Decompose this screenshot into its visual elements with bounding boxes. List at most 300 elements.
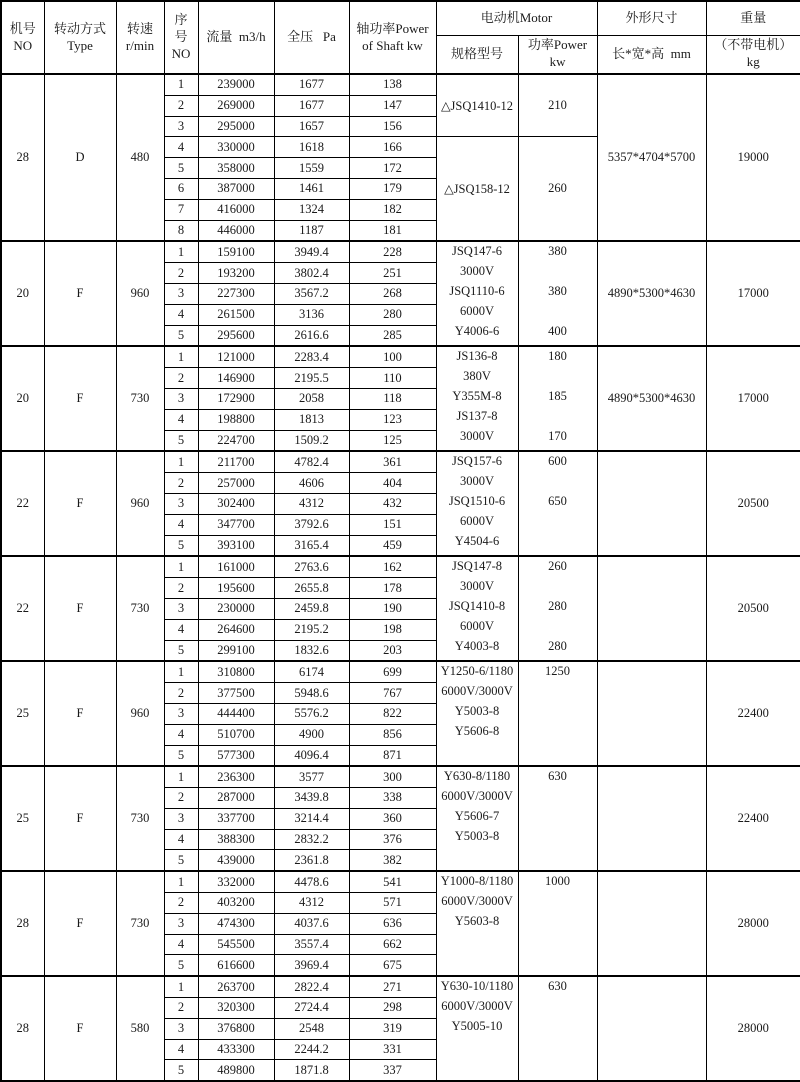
dimensions-cell: 4890*5300*4630 [597,241,706,346]
seq-cell: 4 [164,304,198,325]
pressure-cell: 1559 [274,158,349,179]
table-row [1,976,800,997]
shaft-power-cell: 285 [349,325,436,346]
seq-cell: 3 [164,703,198,724]
shaft-power-cell: 636 [349,913,436,934]
cell-line [519,807,597,827]
pressure-cell: 2724.4 [274,998,349,1019]
motor-spec-cell [436,871,518,976]
cell-line: Y4006-6 [454,323,500,338]
cell-line: 3000V [459,428,495,443]
pressure-cell: 3969.4 [274,955,349,976]
speed-cell: 730 [116,346,164,451]
drive-type-cell: D [44,74,116,241]
flow-cell: 198800 [198,409,274,430]
shaft-power-cell: 298 [349,998,436,1019]
flow-cell: 387000 [198,178,274,199]
flow-cell: 616600 [198,955,274,976]
cell-line: 380 [548,283,567,298]
shaft-power-cell: 699 [349,661,436,682]
pressure-cell: 3949.4 [274,241,349,262]
flow-cell: 295000 [198,116,274,137]
seq-cell: 4 [164,829,198,850]
cell-line [519,407,597,427]
header-motor [436,1,597,35]
dimensions-cell [597,556,706,661]
pressure-cell: 1871.8 [274,1060,349,1081]
seq-cell: 5 [164,745,198,766]
shaft-power-cell: 459 [349,535,436,556]
pressure-cell: 3557.4 [274,934,349,955]
cell-line: 3000V [459,579,495,594]
shaft-power-cell: 151 [349,514,436,535]
motor-spec-cell [436,451,518,556]
cell-line [519,532,597,552]
seq-cell: 2 [164,998,198,1019]
pressure-cell: 3214.4 [274,808,349,829]
cell-line: JSQ147-6 [451,244,502,259]
seq-cell: 5 [164,535,198,556]
header-machine-no-cn: 机号 [9,20,36,36]
pressure-cell: 1832.6 [274,640,349,661]
pressure-cell: 2616.6 [274,325,349,346]
shaft-power-cell: 337 [349,1060,436,1081]
header-weight-label: 重量 [740,9,767,25]
motor-spec-cell: △JSQ1410-12 [436,74,518,137]
pressure-cell: 2459.8 [274,598,349,619]
shaft-power-cell: 138 [349,74,436,95]
machine-no-cell: 22 [1,556,44,661]
cell-line: 280 [548,638,567,653]
seq-cell: 2 [164,788,198,809]
seq-cell: 1 [164,871,198,892]
flow-cell: 337700 [198,808,274,829]
cell-line [519,367,597,387]
seq-cell: 2 [164,473,198,494]
flow-cell: 295600 [198,325,274,346]
cell-line [519,302,597,322]
weight-cell: 20500 [706,451,800,556]
weight-cell: 20500 [706,556,800,661]
cell-line [519,472,597,492]
drive-type-cell: F [44,661,116,766]
flow-cell: 446000 [198,220,274,241]
speed-cell: 480 [116,74,164,241]
cell-line [519,577,597,597]
weight-cell: 17000 [706,241,800,346]
cell-line: Y5003-8 [454,703,500,718]
drive-type-cell: F [44,451,116,556]
table-row [1,556,800,577]
flow-cell: 211700 [198,451,274,472]
seq-cell: 7 [164,199,198,220]
flow-cell: 358000 [198,158,274,179]
cell-line: Y5603-8 [454,913,500,928]
cell-line: 6000V [459,513,495,528]
flow-cell: 261500 [198,304,274,325]
header-drive-type-cn: 转动方式 [53,20,106,36]
seq-cell: 5 [164,1060,198,1081]
seq-cell: 2 [164,683,198,704]
pressure-cell: 5948.6 [274,683,349,704]
cell-line: JSQ1110-6 [449,283,505,298]
pressure-cell: 4096.4 [274,745,349,766]
seq-cell: 1 [164,976,198,997]
flow-cell: 416000 [198,199,274,220]
header-motor-power-line1: 功率Power [527,37,588,53]
cell-line: 630 [548,979,567,994]
flow-cell: 403200 [198,893,274,914]
pressure-cell: 5576.2 [274,703,349,724]
pressure-cell: 1461 [274,178,349,199]
header-motor-spec [436,35,518,74]
header-pressure-label: 全压 Pa [287,29,336,45]
header-shaft-power-line2: of Shaft kw [362,37,423,53]
flow-cell: 299100 [198,640,274,661]
header-seq-cn1: 序 [174,12,188,28]
seq-cell: 4 [164,409,198,430]
speed-cell: 730 [116,871,164,976]
cell-line [519,742,597,762]
seq-cell: 3 [164,913,198,934]
shaft-power-cell: 571 [349,893,436,914]
table-row [1,766,800,787]
cell-line: Y5606-8 [454,723,500,738]
cell-line [519,997,597,1017]
seq-cell: 3 [164,388,198,409]
shaft-power-cell: 190 [349,598,436,619]
cell-line: 650 [548,493,567,508]
shaft-power-cell: 856 [349,724,436,745]
drive-type-cell: F [44,346,116,451]
seq-cell: 4 [164,137,198,158]
header-weight-sub-line2: kg [746,54,760,70]
shaft-power-cell: 182 [349,199,436,220]
shaft-power-cell: 268 [349,283,436,304]
shaft-power-cell: 162 [349,556,436,577]
shaft-power-cell: 228 [349,241,436,262]
seq-cell: 4 [164,514,198,535]
dimensions-cell [597,451,706,556]
cell-line: 6000V/3000V [441,894,513,909]
shaft-power-cell: 100 [349,346,436,367]
cell-line [519,617,597,637]
shaft-power-cell: 123 [349,409,436,430]
shaft-power-cell: 675 [349,955,436,976]
seq-cell: 2 [164,893,198,914]
cell-line: JSQ1410-8 [448,598,506,613]
flow-cell: 263700 [198,976,274,997]
seq-cell: 5 [164,158,198,179]
speed-cell: 960 [116,451,164,556]
pressure-cell: 4312 [274,493,349,514]
table-row [1,346,800,367]
cell-line: 1000 [545,874,570,889]
dimensions-cell: 4890*5300*4630 [597,346,706,451]
pressure-cell: 2832.2 [274,829,349,850]
motor-spec-cell [436,661,518,766]
flow-cell: 159100 [198,241,274,262]
header-speed [116,1,164,74]
motor-power-cell: 210 [518,74,597,137]
header-flow-label: 流量 m3/h [206,29,266,45]
cell-line: Y5606-7 [454,808,500,823]
dimensions-cell [597,766,706,871]
flow-cell: 264600 [198,619,274,640]
header-speed-cn: 转速 [126,20,153,36]
cell-line: 380V [463,369,491,384]
motor-power-cell [518,241,597,346]
cell-line [519,702,597,722]
header-pressure [274,1,349,74]
cell-line [519,892,597,912]
header-seq-cn2: 号 [174,29,188,45]
cell-line: 6000V/3000V [441,999,513,1014]
cell-line [519,912,597,932]
machine-no-cell: 28 [1,74,44,241]
seq-cell: 5 [164,640,198,661]
cell-line: JS136-8 [456,349,498,364]
header-dimensions-label: 外形尺寸 [625,9,678,25]
seq-cell: 3 [164,808,198,829]
flow-cell: 489800 [198,1060,274,1081]
pressure-cell: 2822.4 [274,976,349,997]
seq-cell: 1 [164,451,198,472]
machine-no-cell: 25 [1,661,44,766]
cell-line: 280 [548,598,567,613]
pressure-cell: 3792.6 [274,514,349,535]
flow-cell: 347700 [198,514,274,535]
shaft-power-cell: 178 [349,578,436,599]
speed-cell: 960 [116,661,164,766]
motor-power-cell [518,451,597,556]
pressure-cell: 2283.4 [274,346,349,367]
shaft-power-cell: 179 [349,178,436,199]
pressure-cell: 1657 [274,116,349,137]
pressure-cell: 1509.2 [274,430,349,451]
drive-type-cell: F [44,976,116,1081]
dimensions-cell [597,661,706,766]
cell-line: 6000V/3000V [441,789,513,804]
seq-cell: 1 [164,346,198,367]
cell-line: JSQ147-8 [451,559,502,574]
seq-cell: 2 [164,95,198,116]
seq-cell: 2 [164,368,198,389]
motor-spec-cell [436,346,518,451]
pressure-cell: 2548 [274,1018,349,1039]
cell-line [519,1017,597,1037]
cell-line: 6000V [459,618,495,633]
drive-type-cell: F [44,556,116,661]
seq-cell: 1 [164,556,198,577]
seq-cell: 1 [164,766,198,787]
cell-line: 1250 [545,664,570,679]
pressure-cell: 4478.6 [274,871,349,892]
cell-line: 6000V [459,303,495,318]
shaft-power-cell: 271 [349,976,436,997]
flow-cell: 224700 [198,430,274,451]
flow-cell: 439000 [198,850,274,871]
cell-line: Y5003-8 [454,828,500,843]
cell-line: 600 [548,454,567,469]
flow-cell: 227300 [198,283,274,304]
drive-type-cell: F [44,871,116,976]
dimensions-cell [597,871,706,976]
header-dimensions-sub [597,35,706,74]
seq-cell: 3 [164,598,198,619]
flow-cell: 577300 [198,745,274,766]
cell-line [519,932,597,952]
seq-cell: 4 [164,934,198,955]
shaft-power-cell: 432 [349,493,436,514]
dimensions-cell: 5357*4704*5700 [597,74,706,241]
seq-cell: 6 [164,178,198,199]
pressure-cell: 3165.4 [274,535,349,556]
seq-cell: 8 [164,220,198,241]
cell-line [519,262,597,282]
cell-line [519,512,597,532]
header-drive-type [44,1,116,74]
shaft-power-cell: 251 [349,263,436,284]
cell-line: Y630-10/1180 [440,979,514,994]
shaft-power-cell: 280 [349,304,436,325]
pressure-cell: 1324 [274,199,349,220]
machine-no-cell: 20 [1,241,44,346]
pressure-cell: 2763.6 [274,556,349,577]
cell-line: 6000V/3000V [441,684,513,699]
pressure-cell: 3136 [274,304,349,325]
flow-cell: 510700 [198,724,274,745]
shaft-power-cell: 110 [349,368,436,389]
shaft-power-cell: 541 [349,871,436,892]
flow-cell: 545500 [198,934,274,955]
shaft-power-cell: 125 [349,430,436,451]
cell-line [519,787,597,807]
cell-line: Y4003-8 [454,638,500,653]
seq-cell: 3 [164,1018,198,1039]
header-machine-no [1,1,44,74]
shaft-power-cell: 172 [349,158,436,179]
motor-power-cell [518,661,597,766]
header-motor-power-line2: kw [549,54,566,70]
cell-line: 170 [548,428,567,443]
pressure-cell: 1618 [274,137,349,158]
cell-line [437,1037,518,1057]
shaft-power-cell: 300 [349,766,436,787]
cell-line: 180 [548,349,567,364]
pressure-cell: 4606 [274,473,349,494]
cell-line [519,846,597,866]
shaft-power-cell: 382 [349,850,436,871]
seq-cell: 4 [164,1039,198,1060]
weight-cell: 28000 [706,976,800,1081]
cell-line: JSQ1510-6 [448,493,506,508]
shaft-power-cell: 404 [349,473,436,494]
flow-cell: 393100 [198,535,274,556]
pressure-cell: 1187 [274,220,349,241]
motor-spec-cell [436,241,518,346]
cell-line: Y5005-10 [451,1018,503,1033]
flow-cell: 287000 [198,788,274,809]
seq-cell: 4 [164,724,198,745]
machine-no-cell: 22 [1,451,44,556]
header-flow [198,1,274,74]
flow-cell: 257000 [198,473,274,494]
pressure-cell: 3567.2 [274,283,349,304]
seq-cell: 1 [164,74,198,95]
weight-cell: 22400 [706,661,800,766]
weight-cell: 28000 [706,871,800,976]
flow-cell: 376800 [198,1018,274,1039]
shaft-power-cell: 319 [349,1018,436,1039]
header-drive-type-en: Type [67,37,93,53]
cell-line: Y355M-8 [452,388,502,403]
header-motor-power [518,35,597,74]
table-row [1,74,800,95]
pressure-cell: 2195.2 [274,619,349,640]
header-dimensions-sub-label: 长*宽*高 mm [612,45,691,61]
cell-line [519,722,597,742]
header-seq-en: NO [171,45,191,61]
shaft-power-cell: 338 [349,788,436,809]
cell-line: 185 [548,388,567,403]
flow-cell: 121000 [198,346,274,367]
header-seq [164,1,198,74]
flow-cell: 230000 [198,598,274,619]
flow-cell: 332000 [198,871,274,892]
flow-cell: 269000 [198,95,274,116]
shaft-power-cell: 166 [349,137,436,158]
seq-cell: 2 [164,263,198,284]
shaft-power-cell: 181 [349,220,436,241]
header-weight [706,1,800,35]
shaft-power-cell: 156 [349,116,436,137]
cell-line [519,827,597,847]
pressure-cell: 1677 [274,74,349,95]
header-machine-no-en: NO [13,37,33,53]
header-dimensions [597,1,706,35]
flow-cell: 195600 [198,578,274,599]
seq-cell: 2 [164,578,198,599]
pressure-cell: 2244.2 [274,1039,349,1060]
shaft-power-cell: 203 [349,640,436,661]
flow-cell: 388300 [198,829,274,850]
cell-line [437,846,518,866]
cell-line [437,932,518,952]
header-shaft-power-line1: 轴功率Power [356,20,429,36]
machine-no-cell: 25 [1,766,44,871]
pressure-cell: 4037.6 [274,913,349,934]
header-weight-sub-line1: （不带电机） [714,37,793,53]
pressure-cell: 4312 [274,893,349,914]
seq-cell: 3 [164,283,198,304]
flow-cell: 193200 [198,263,274,284]
flow-cell: 146900 [198,368,274,389]
shaft-power-cell: 118 [349,388,436,409]
shaft-power-cell: 360 [349,808,436,829]
drive-type-cell: F [44,766,116,871]
seq-cell: 1 [164,241,198,262]
motor-power-cell [518,766,597,871]
flow-cell: 320300 [198,998,274,1019]
cell-line [437,742,518,762]
cell-line [519,951,597,971]
flow-cell: 330000 [198,137,274,158]
pressure-cell: 2655.8 [274,578,349,599]
cell-line: Y1250-6/1180 [440,664,514,679]
pressure-cell: 3439.8 [274,788,349,809]
header-weight-sub [706,35,800,74]
